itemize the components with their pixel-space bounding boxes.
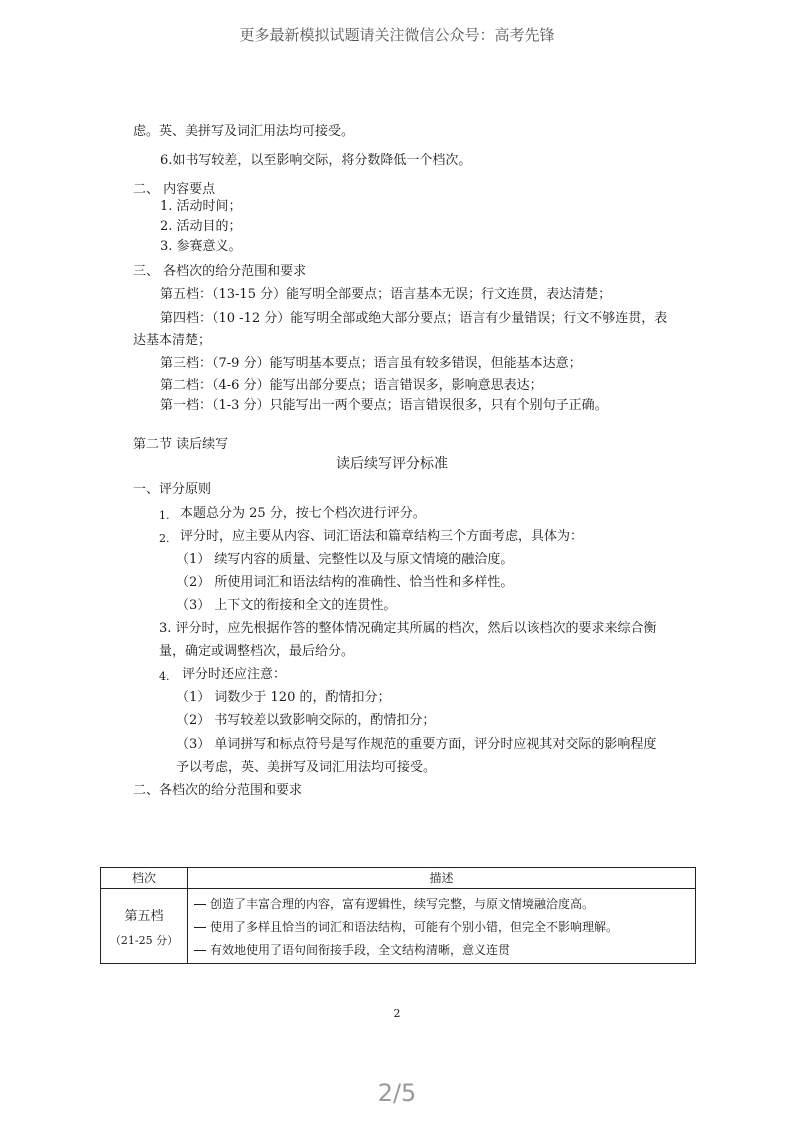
item-number: 1. <box>159 509 170 522</box>
level-line: 第二档：（4-6 分）能写出部分要点；语言错误多，影响意思表达； <box>160 378 543 393</box>
table-row <box>101 889 696 964</box>
item-number: 2. <box>159 532 170 545</box>
level-line: 达基本清楚； <box>133 333 212 348</box>
viewer-page-indicator: 2/5 <box>377 1079 417 1107</box>
list-item: 1. 活动时间； <box>160 199 242 214</box>
level-cell <box>101 889 188 964</box>
table-header-cell: 描述 <box>188 868 696 889</box>
sub-item: （1） 词数少于 120 的，酌情扣分； <box>176 690 391 705</box>
text-line: 评分时还应注意： <box>182 667 287 682</box>
dash-mark <box>194 904 206 905</box>
description-line <box>194 895 594 912</box>
text-line: 本题总分为 25 分，按七个档次进行评分。 <box>180 506 426 521</box>
level-line: 第三档：（7-9 分）能写明基本要点；语言虽有较多错误，但能基本达意； <box>160 356 582 371</box>
text-line: 虑。英、美拼写及词汇用法均可接受。 <box>133 124 355 139</box>
level-range: （21-25 分） <box>109 934 179 947</box>
text-line: 评分时，应主要从内容、词汇语法和篇章结构三个方面考虑，具体为： <box>180 529 584 544</box>
section-heading: 三、 各档次的给分范围和要求 <box>133 264 307 279</box>
list-item: 3. 参赛意义。 <box>160 239 242 254</box>
description-line <box>194 941 510 958</box>
grading-table <box>100 867 696 964</box>
section-heading: 二、 内容要点 <box>133 182 216 197</box>
description-text: 创造了丰富合理的内容，富有逻辑性，续写完整，与原文情境融洽度高。 <box>210 897 595 911</box>
table-header-row <box>101 868 696 889</box>
dash-mark <box>194 927 206 928</box>
description-line <box>194 918 618 935</box>
level-line: 第四档：（10 -12 分）能写明全部或绝大部分要点；语言有少量错误；行文不够连贯，表 <box>160 311 668 326</box>
sub-item: （3） 单词拼写和标点符号是写作规范的重要方面，评分时应视其对交际的影响程度 <box>176 737 657 752</box>
section-heading: 一、评分原则 <box>133 482 212 497</box>
text-line: 予以考虑，英、美拼写及词汇用法均可接受。 <box>176 760 437 775</box>
description-text: 使用了多样且恰当的词汇和语法结构，可能有个别小错，但完全不影响理解。 <box>210 920 619 934</box>
level-line: 第一档：（1-3 分）只能写出一两个要点；语言错误很多，只有个别句子正确。 <box>160 398 608 413</box>
text-line: 6.如书写较差，以至影响交际，将分数降低一个档次。 <box>160 153 472 168</box>
dash-mark <box>194 950 206 951</box>
description-text: 有效地使用了语句间衔接手段，全文结构清晰，意义连贯 <box>210 943 511 957</box>
sub-item: （2） 所使用词汇和语法结构的准确性、恰当性和多样性。 <box>176 575 514 590</box>
level-line: 第五档：（13-15 分）能写明全部要点；语言基本无误；行文连贯，表达清楚； <box>160 287 612 302</box>
level-name: 第五档 <box>124 909 164 924</box>
list-item: 2. 活动目的； <box>160 219 242 234</box>
description-cell <box>188 889 696 964</box>
section-heading: 二、各档次的给分范围和要求 <box>133 783 303 798</box>
text-line: 3. 评分时，应先根据作答的整体情况确定其所属的档次，然后以该档次的要求来综合衡 <box>159 621 657 636</box>
page-number: 2 <box>393 1007 401 1020</box>
sub-item: （3） 上下文的衔接和全文的连贯性。 <box>176 598 397 613</box>
sub-item: （2） 书写较差以致影响交际的，酌情扣分； <box>176 713 436 728</box>
section-title: 读后续写评分标准 <box>336 456 448 472</box>
table-header-cell: 档次 <box>101 868 188 889</box>
text-line: 量，确定或调整档次，最后给分。 <box>159 644 355 659</box>
sub-item: （1） 续写内容的质量、完整性以及与原文情境的融洽度。 <box>176 552 514 567</box>
section-label: 第二节 读后续写 <box>133 437 229 452</box>
page-header: 更多最新模拟试题请关注微信公众号：高考先锋 <box>239 26 555 44</box>
item-number: 4. <box>159 670 170 683</box>
